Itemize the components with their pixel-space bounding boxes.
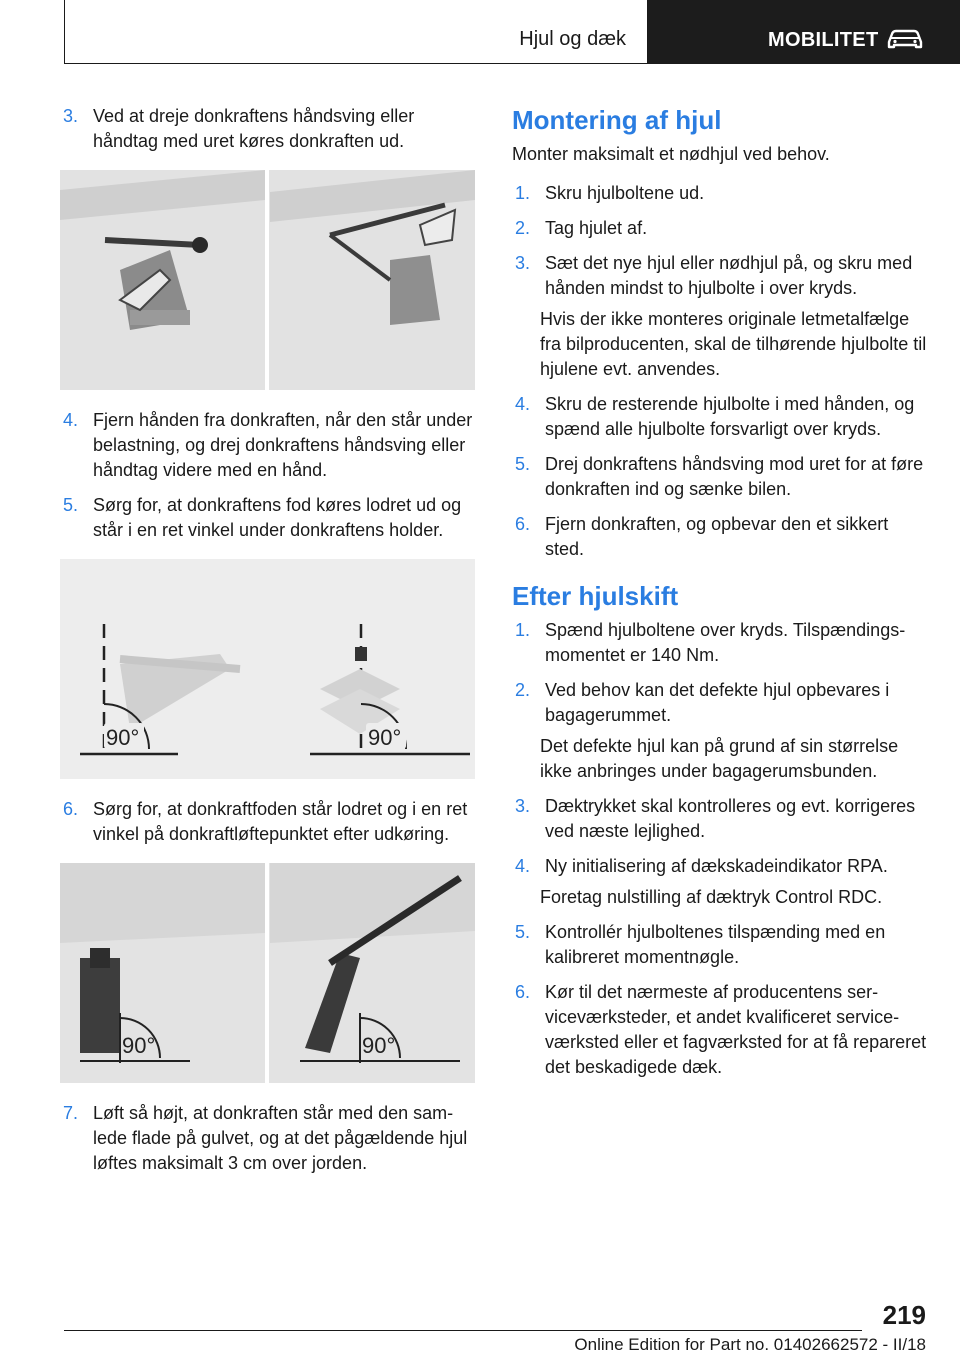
step-text: Spænd hjulboltene over kryds. Tilspændingsmomentet er 140 Nm. bbox=[545, 620, 906, 665]
step-item bbox=[512, 920, 932, 970]
step-item bbox=[512, 980, 932, 1080]
step-item bbox=[512, 794, 932, 844]
header-chapter-tab bbox=[648, 0, 960, 64]
header-chapter-label: MOBILITET bbox=[768, 29, 879, 51]
step-text: Løft så højt, at donkraften står med den samlede flade på gulvet, og at det pågældende hjul løftes maksimalt 3 cm over jorden. bbox=[93, 1103, 468, 1173]
angle-label-left: 90° bbox=[106, 725, 140, 750]
step-list-b bbox=[60, 408, 480, 543]
step-number: 4. bbox=[515, 856, 531, 876]
step-text: Kontrollér hjulboltenes tilspænding med en kalibreret momentnøgle. bbox=[545, 922, 886, 967]
step-item bbox=[512, 251, 932, 301]
step-text: Sæt det nye hjul eller nødhjul på, og skru med hånden mindst to hjulbolte i over kryds. bbox=[545, 253, 913, 298]
step-number: 1. bbox=[515, 620, 531, 640]
step-number: 3. bbox=[515, 796, 531, 816]
step-text: Dæktrykket skal kontrolleres og evt. korrigeres ved næste lejlighed. bbox=[545, 796, 916, 841]
step-item bbox=[60, 104, 480, 154]
footer-rule bbox=[64, 1330, 862, 1331]
figure-jack-lifting bbox=[60, 863, 475, 1083]
figure-jack-crank bbox=[60, 170, 475, 390]
step-text: Ny initialisering af dækskadeindikator RPA. bbox=[545, 856, 888, 876]
left-column bbox=[60, 104, 480, 1186]
step-text: Kør til det nærmeste af producentens serviceværksteder, et andet kvalificeret serviceværksted eller et fagværksted for at få repareret det beskadigede dæk. bbox=[545, 982, 927, 1077]
step-number: 5. bbox=[63, 495, 79, 515]
step-list-a bbox=[60, 104, 480, 154]
step-text: Skru de resterende hjulbolte i med hånden, og spænd alle hjulbolte forsvarligt over kryds. bbox=[545, 394, 915, 439]
section-title-after: Efter hjulskift bbox=[512, 581, 679, 611]
step-note: Hvis der ikke monteres originale letmetalfælge fra bilproducenten, skal de tilhørende hjulbolte til hjulene evt. anvendes. bbox=[540, 309, 927, 379]
page-number: 219 bbox=[882, 1300, 926, 1330]
step-number: 1. bbox=[515, 183, 531, 203]
jack-crank-illustration bbox=[60, 170, 475, 390]
step-number: 5. bbox=[515, 922, 531, 942]
step-text: Drej donkraftens håndsving mod uret for at føre donkraften ind og sænke bilen. bbox=[545, 454, 924, 499]
step-number: 6. bbox=[515, 514, 531, 534]
step-item bbox=[512, 512, 932, 562]
angle-label-lift-left: 90° bbox=[122, 1033, 156, 1058]
angle-label-right: 90° bbox=[368, 725, 402, 750]
right-column bbox=[512, 104, 932, 1090]
step-note: Foretag nulstilling af dæktryk Control RDC. bbox=[540, 887, 883, 907]
step-text: Fjern donkraften, og opbevar den et sikkert sted. bbox=[545, 514, 889, 559]
step-number: 6. bbox=[63, 799, 79, 819]
step-text: Tag hjulet af. bbox=[545, 218, 648, 238]
step-text: Ved behov kan det defekte hjul opbevares i bagagerummet. bbox=[545, 680, 890, 725]
figure-jack-angle bbox=[60, 559, 475, 779]
angle-label-lift-right: 90° bbox=[362, 1033, 396, 1058]
step-number: 3. bbox=[515, 253, 531, 273]
step-item bbox=[60, 797, 480, 847]
step-number: 6. bbox=[515, 982, 531, 1002]
step-item bbox=[512, 678, 932, 728]
step-number: 3. bbox=[63, 106, 79, 126]
step-text: Ved at dreje donkraftens håndsving eller håndtag med uret køres donkraften ud. bbox=[93, 106, 415, 151]
step-number: 5. bbox=[515, 454, 531, 474]
header-section-title: Hjul og dæk bbox=[519, 28, 626, 50]
step-item bbox=[512, 618, 932, 668]
step-item bbox=[60, 408, 480, 483]
step-text: Fjern hånden fra donkraften, når den står under belastning, og drej donkraftens håndsving eller håndtag videre med en hånd. bbox=[93, 410, 473, 480]
footer-edition: Online Edition for Part no. 01402662572 - II/18 bbox=[574, 1335, 926, 1354]
step-item bbox=[60, 1101, 480, 1176]
step-number: 7. bbox=[63, 1103, 79, 1123]
step-item bbox=[512, 854, 932, 879]
step-item bbox=[60, 493, 480, 543]
step-text: Sørg for, at donkraftfoden står lodret og i en ret vinkel på donkraftløftepunktet efter udkøring. bbox=[93, 799, 468, 844]
step-number: 2. bbox=[515, 680, 531, 700]
step-note: Det defekte hjul kan på grund af sin størrelse ikke anbringes under bagagerumsbunden. bbox=[540, 736, 899, 781]
car-icon bbox=[885, 26, 925, 50]
step-item bbox=[512, 181, 932, 206]
step-text: Sørg for, at donkraftens fod køres lodret ud og står i en ret vinkel under donkraftens holder. bbox=[93, 495, 462, 540]
step-item bbox=[512, 216, 932, 241]
step-item bbox=[512, 392, 932, 442]
step-list-c bbox=[60, 797, 480, 847]
step-number: 4. bbox=[63, 410, 79, 430]
step-list-d bbox=[60, 1101, 480, 1176]
step-text: Skru hjulboltene ud. bbox=[545, 183, 705, 203]
jack-lifting-illustration bbox=[60, 863, 475, 1083]
section-intro-mounting: Monter maksimalt et nødhjul ved behov. bbox=[512, 144, 830, 164]
step-item bbox=[512, 452, 932, 502]
step-number: 4. bbox=[515, 394, 531, 414]
step-number: 2. bbox=[515, 218, 531, 238]
jack-angle-illustration bbox=[60, 559, 475, 779]
section-title-mounting: Montering af hjul bbox=[512, 105, 722, 135]
